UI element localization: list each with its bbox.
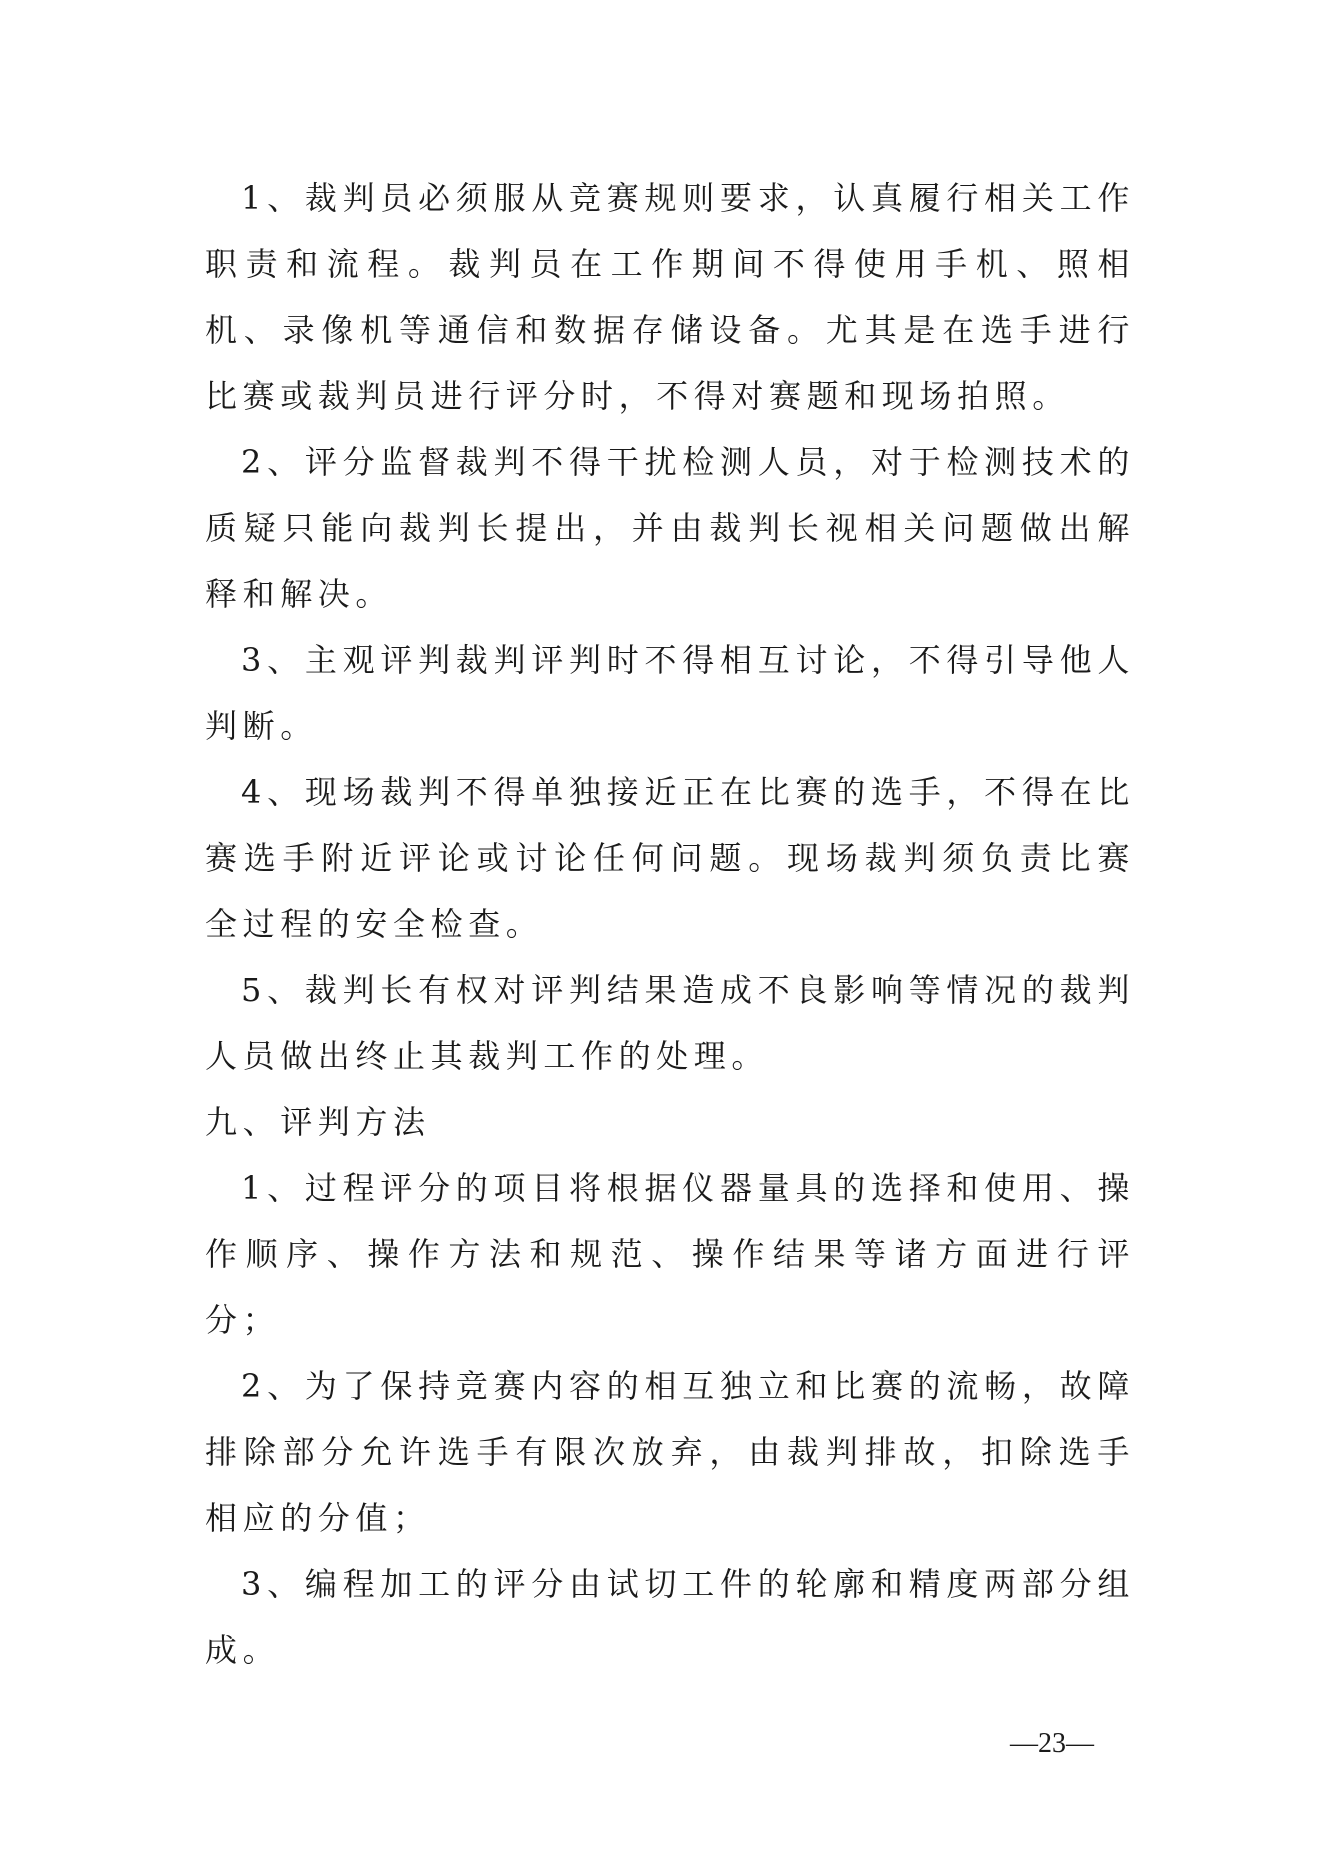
section-heading: 九、评判方法 (205, 1103, 431, 1141)
paragraph-programming-scoring: 3、编程加工的评分由试切工件的轮廓和精度两部分组成。 (205, 1565, 1135, 1669)
paragraph-fault-elimination: 2、为了保持竞赛内容的相互独立和比赛的流畅，故障排除部分允许选手有限次放弃，由裁判排故，扣除选手相应的分值； (205, 1367, 1135, 1537)
page-number: —23— (1010, 1728, 1094, 1759)
paragraph-process-scoring: 1、过程评分的项目将根据仪器量具的选择和使用、操作顺序、操作方法和规范、操作结果等诸方面进行评分； (205, 1169, 1135, 1339)
paragraph-subjective-judging: 3、主观评判裁判评判时不得相互讨论，不得引导他人判断。 (205, 641, 1135, 745)
paragraph-chief-referee-authority: 5、裁判长有权对评判结果造成不良影响等情况的裁判人员做出终止其裁判工作的处理。 (205, 971, 1135, 1075)
paragraph-onsite-referee: 4、现场裁判不得单独接近正在比赛的选手，不得在比赛选手附近评论或讨论任何问题。现场裁判须负责比赛全过程的安全检查。 (205, 773, 1135, 943)
paragraph-scoring-supervision: 2、评分监督裁判不得干扰检测人员，对于检测技术的质疑只能向裁判长提出，并由裁判长视相关问题做出解释和解决。 (205, 443, 1135, 613)
document-body (205, 165, 1135, 1683)
paragraph-referee-rules: 1、裁判员必须服从竞赛规则要求，认真履行相关工作职责和流程。裁判员在工作期间不得使用手机、照相机、录像机等通信和数据存储设备。尤其是在选手进行比赛或裁判员进行评分时，不得对赛题和现场拍照。 (205, 179, 1135, 415)
